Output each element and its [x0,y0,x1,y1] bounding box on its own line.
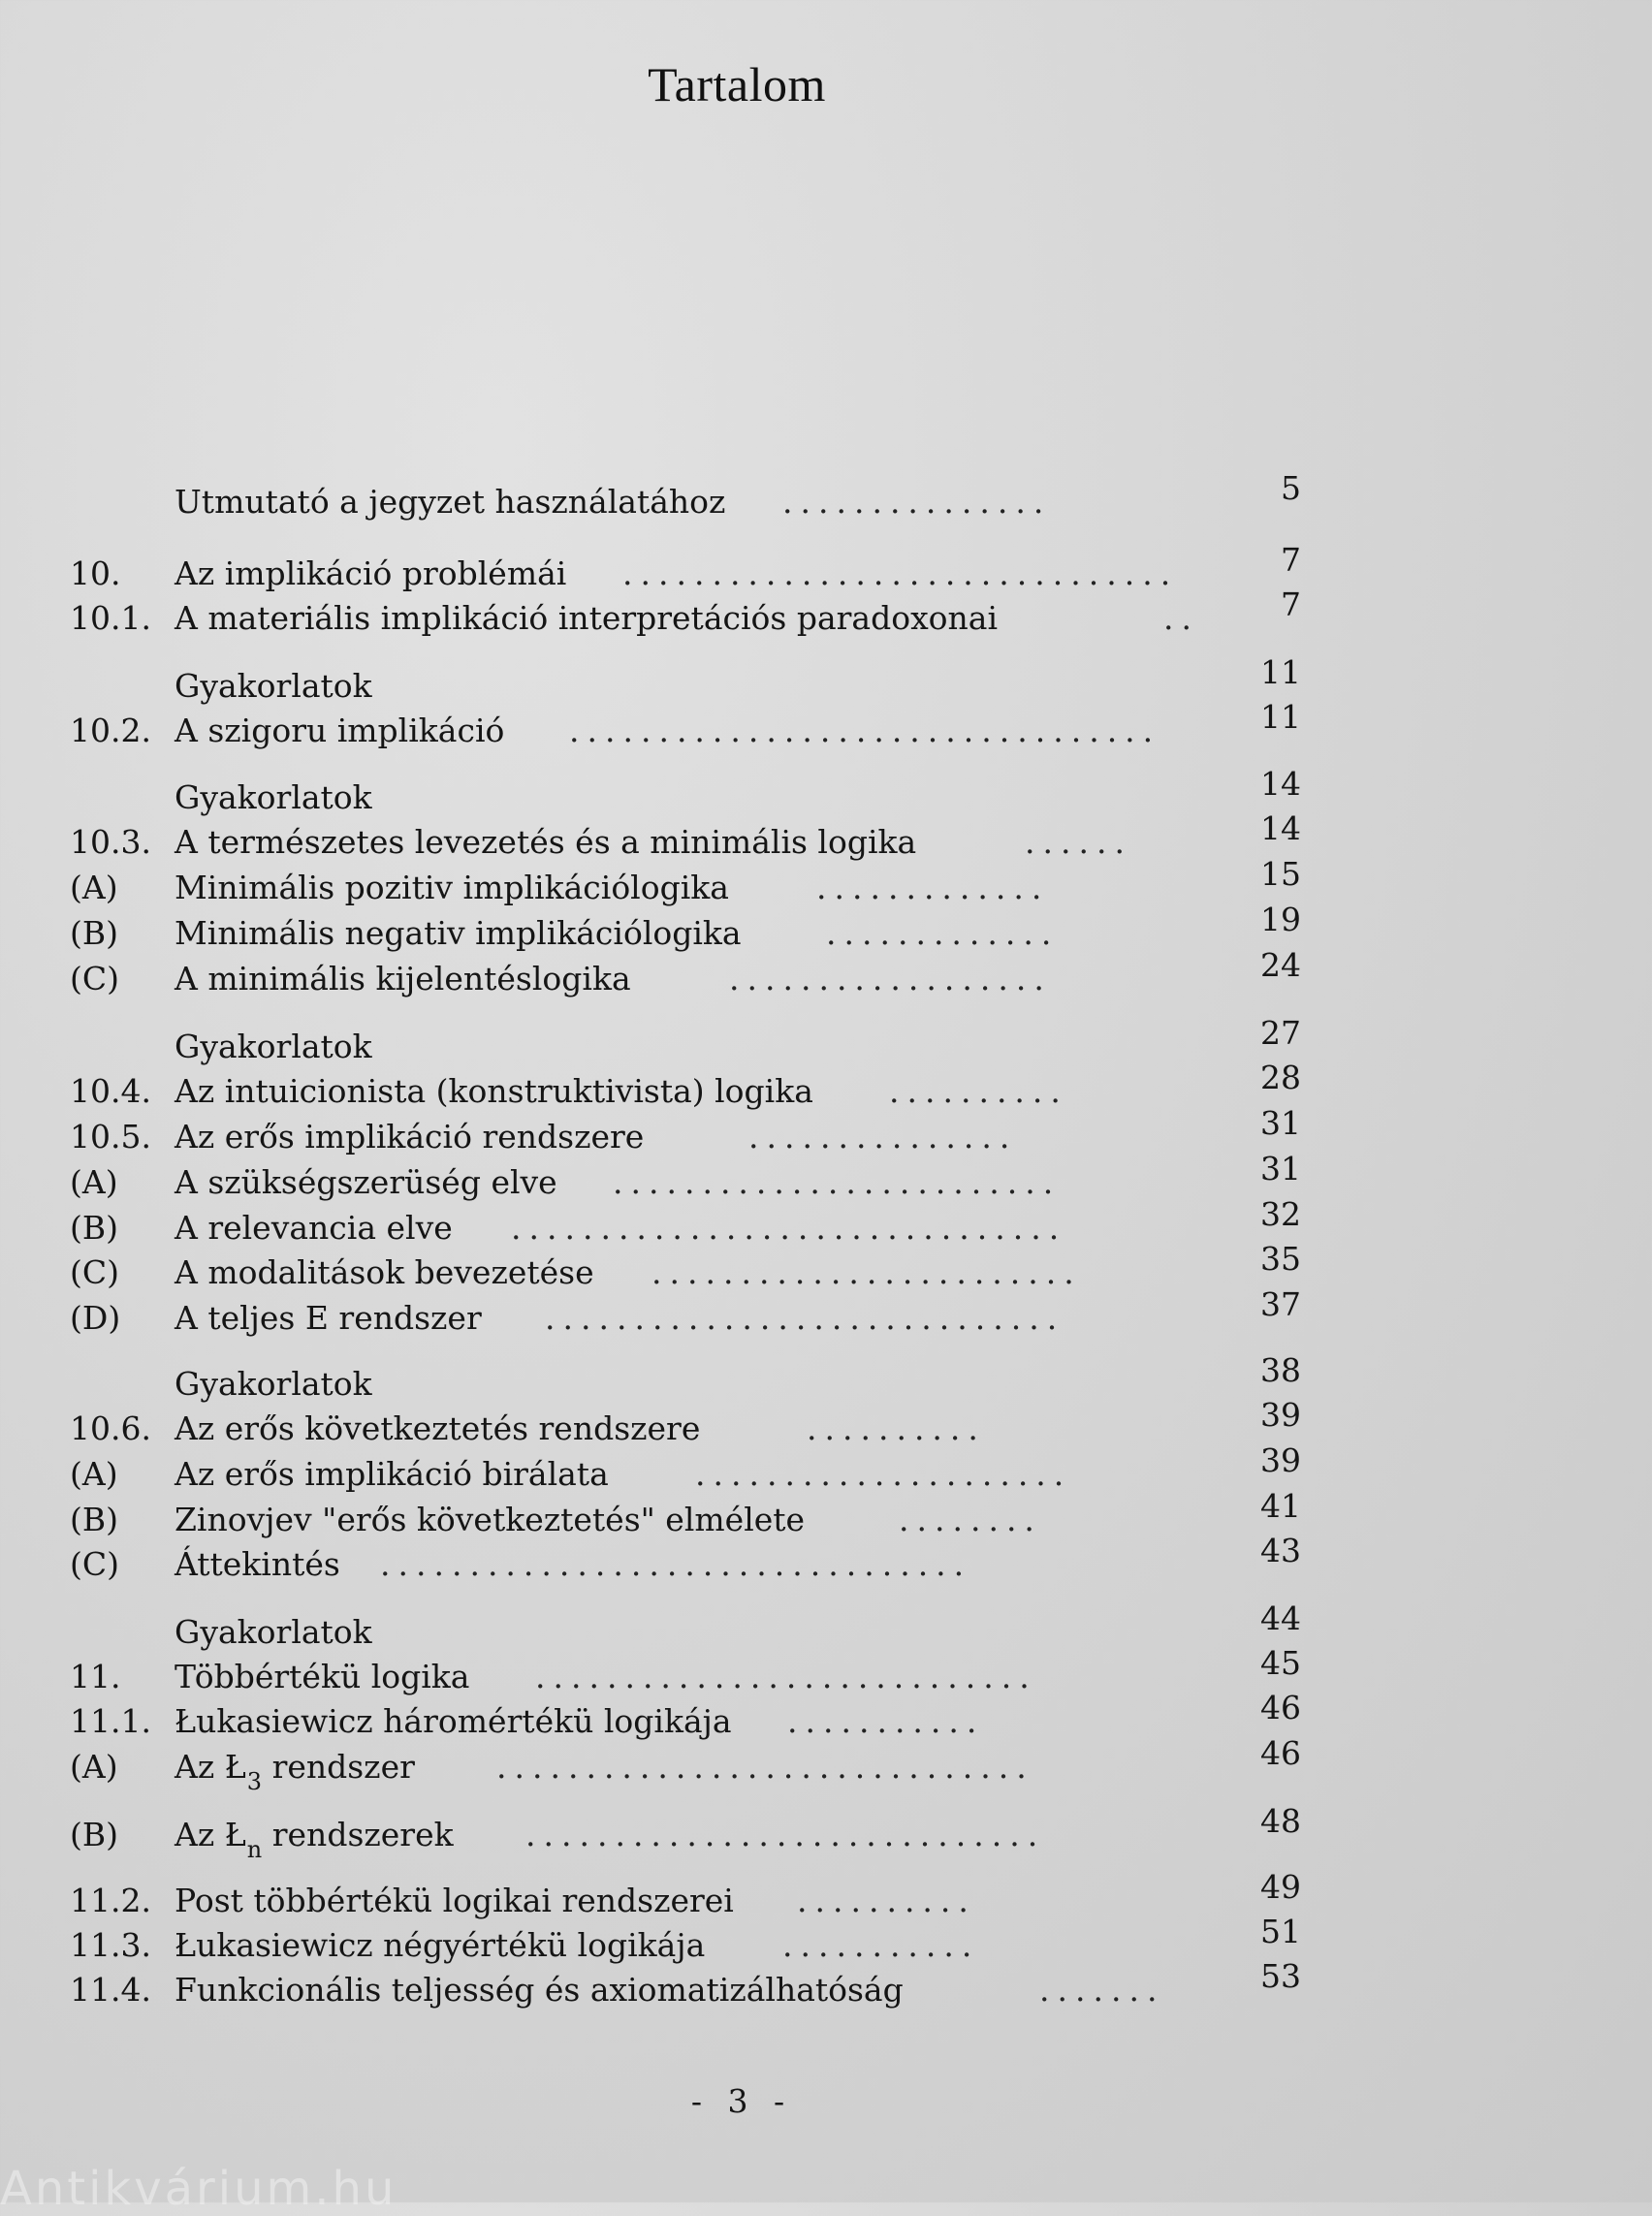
toc-entry [70,1396,1301,1451]
toc-entry [70,1868,1301,1923]
toc-entry-number: (A) [70,869,118,906]
toc-entry-title: Gyakorlatok [175,1613,372,1651]
dot-leader: ............................... [622,554,1179,592]
toc-entry-title: Gyakorlatok [175,778,372,816]
toc-entry-page: 45 [1260,1644,1301,1682]
toc-entry-page: 14 [1260,765,1301,803]
toc-entry-title: Funkcionális teljesség és axiomatizálhatóság [175,1971,904,2009]
toc-entry [70,1150,1301,1205]
toc-entry [70,1957,1301,2012]
toc-entry-title: Az erős implikáció rendszere [175,1118,645,1155]
watermark: Antikvárium.hu [0,2162,397,2216]
toc-entry [70,855,1301,910]
toc-entry-title-part: rendszerek [262,1816,454,1853]
toc-entry-number: 11.2. [70,1882,151,1919]
page-title: Tartalom [648,57,826,111]
toc-entry-title: A természetes levezetés és a minimális logika [175,823,917,861]
toc-entry-title: A szigoru implikáció [175,712,505,749]
toc-entry [70,1532,1301,1587]
toc-entry-number: (B) [70,1501,118,1538]
toc-entry-number: 11.3. [70,1926,151,1964]
toc-entry-title: Łukasiewicz négyértékü logikája [175,1926,706,1964]
toc-entry [70,1644,1301,1699]
dot-leader: ...... [1025,823,1132,861]
toc-entry-number: (B) [70,1816,118,1853]
dot-leader: ........ [899,1501,1042,1538]
toc-entry-number: 11.1. [70,1702,151,1740]
toc-entry [70,1689,1301,1744]
toc-entry-page: 31 [1260,1150,1301,1187]
toc-entry-number: 10.6. [70,1409,151,1447]
toc-entry-title: Zinovjev "erős következtetés" elmélete [175,1501,806,1538]
toc-entry [70,1802,1301,1863]
toc-entry-title-part: Az Ł [175,1816,246,1853]
subscript: 3 [246,1768,263,1795]
dot-leader: ................................. [380,1545,972,1583]
toc-entry-title-part: Az Ł [175,1748,246,1786]
toc-entry-page: 28 [1260,1059,1301,1096]
dot-leader: ........... [782,1926,980,1964]
toc-entry-page: 19 [1260,901,1301,938]
toc-entry [70,1734,1301,1795]
dot-leader: ........................ [651,1253,1082,1291]
dot-leader: ............. [816,869,1050,906]
toc-entry [70,541,1301,596]
toc-entry-title: A teljes E rendszer [175,1299,482,1337]
toc-entry [70,1104,1301,1159]
toc-entry-number: (C) [70,1545,119,1583]
toc-entry [70,1240,1301,1295]
toc-entry-title: Többértékü logika [175,1658,470,1695]
toc-entry [70,1059,1301,1114]
toc-entry-page: 46 [1260,1689,1301,1726]
dot-leader: .. [1163,599,1199,637]
toc-entry-page: 37 [1260,1285,1301,1323]
toc-entry-title: Az implikáció problémái [175,554,567,592]
toc-entry-page: 51 [1260,1913,1301,1950]
toc-entry-number: 10.2. [70,712,151,749]
toc-entry-number: 10.1. [70,599,151,637]
dot-leader: .................. [729,960,1052,997]
toc-entry-page: 24 [1260,946,1301,984]
dot-leader: ............... [748,1118,1018,1155]
toc-entry-title: A relevancia elve [175,1209,453,1247]
toc-entry-title: Áttekintés [175,1545,340,1583]
toc-entry-number: (D) [70,1299,121,1337]
toc-entry-page: 32 [1260,1195,1301,1233]
toc-entry-page: 14 [1260,809,1301,847]
toc-entry [70,901,1301,956]
dot-leader: ........... [787,1702,985,1740]
toc-entry [70,765,1301,820]
toc-entry-page: 27 [1260,1014,1301,1052]
toc-entry-title: Gyakorlatok [175,1365,372,1403]
toc-entry-title: Gyakorlatok [175,1028,372,1065]
toc-entry-title: A minimális kijelentéslogika [175,960,631,997]
toc-entry [70,653,1301,709]
toc-entry-number: (A) [70,1748,118,1786]
toc-entry-title [175,1745,415,1795]
dot-leader: ............. [826,914,1060,952]
toc-entry [70,1913,1301,1968]
toc-entry [70,698,1301,753]
toc-entry-page: 53 [1260,1957,1301,1995]
dot-leader: ............................. [525,1816,1046,1853]
subscript: n [246,1836,263,1863]
toc-entry-title: A materiális implikáció interpretációs paradoxonai [175,599,999,637]
toc-entry-page: 7 [1281,586,1301,623]
toc-entry-title: Minimális negativ implikációlogika [175,914,742,952]
dot-leader: ......................... [613,1163,1062,1201]
toc-entry-number: 10. [70,554,121,592]
toc-entry [70,946,1301,1001]
toc-entry-page: 49 [1260,1868,1301,1906]
dot-leader: ............... [782,483,1052,521]
toc-entry-number: 11.4. [70,1971,151,2009]
toc-entry-number: 10.4. [70,1072,151,1110]
toc-entry-number: (A) [70,1163,118,1201]
toc-entry-number: (A) [70,1455,118,1493]
toc-entry [70,469,1301,524]
dot-leader: .......... [889,1072,1068,1110]
toc-entry-title: Gyakorlatok [175,667,372,705]
toc-entry-title [175,1813,454,1863]
toc-entry [70,1599,1301,1655]
toc-entry [70,1285,1301,1341]
toc-entry-number: (B) [70,1209,118,1247]
toc-entry-page: 31 [1260,1104,1301,1142]
toc-entry-title: A modalitások bevezetése [175,1253,594,1291]
toc-entry-title: A szükségszerüség elve [175,1163,557,1201]
toc-entry-page: 46 [1260,1734,1301,1772]
toc-entry-page: 44 [1260,1599,1301,1637]
toc-entry-title-part: rendszer [262,1748,415,1786]
toc-entry-page: 35 [1260,1240,1301,1278]
toc-entry-number: (C) [70,960,119,997]
dot-leader: ................................. [569,712,1161,749]
toc-entry-title: Az erős következtetés rendszere [175,1409,701,1447]
toc-entry-title: Minimális pozitiv implikációlogika [175,869,729,906]
toc-entry-number: 10.5. [70,1118,151,1155]
toc-entry-page: 39 [1260,1441,1301,1479]
toc-entry [70,586,1301,641]
dot-leader: ............................ [535,1658,1037,1695]
page-number: - 3 - [690,2082,793,2120]
toc-entry-page: 5 [1281,469,1301,507]
toc-entry [70,1014,1301,1069]
toc-entry-title: Łukasiewicz háromértékü logikája [175,1702,732,1740]
dot-leader: ....... [1039,1971,1165,2009]
toc-entry-page: 39 [1260,1396,1301,1434]
dot-leader: ............................... [511,1209,1067,1247]
dot-leader: .......... [807,1409,986,1447]
toc-entry-number: (C) [70,1253,119,1291]
toc-entry-page: 48 [1260,1802,1301,1840]
toc-entry-title: Az intuicionista (konstruktivista) logika [175,1072,813,1110]
toc-entry-title: Az erős implikáció birálata [175,1455,609,1493]
toc-entry [70,1195,1301,1250]
toc-entry-page: 11 [1260,653,1301,691]
dot-leader: ............................. [545,1299,1065,1337]
dot-leader: .............................. [496,1748,1034,1786]
toc-entry-page: 43 [1260,1532,1301,1569]
toc-entry [70,809,1301,865]
dot-leader: ..................... [695,1455,1072,1493]
toc-entry-page: 38 [1260,1351,1301,1389]
dot-leader: .......... [797,1882,976,1919]
toc-entry-title: Utmutató a jegyzet használatához [175,483,726,521]
toc-entry [70,1351,1301,1407]
toc-entry-page: 7 [1281,541,1301,579]
toc-entry-page: 15 [1260,855,1301,893]
toc-entry-number: 10.3. [70,823,151,861]
toc-entry-title: Post többértékü logikai rendszerei [175,1882,734,1919]
toc-entry [70,1487,1301,1542]
toc-entry-page: 11 [1260,698,1301,736]
toc-entry [70,1441,1301,1497]
toc-entry-number: (B) [70,914,118,952]
toc-entry-number: 11. [70,1658,121,1695]
toc-entry-page: 41 [1260,1487,1301,1525]
